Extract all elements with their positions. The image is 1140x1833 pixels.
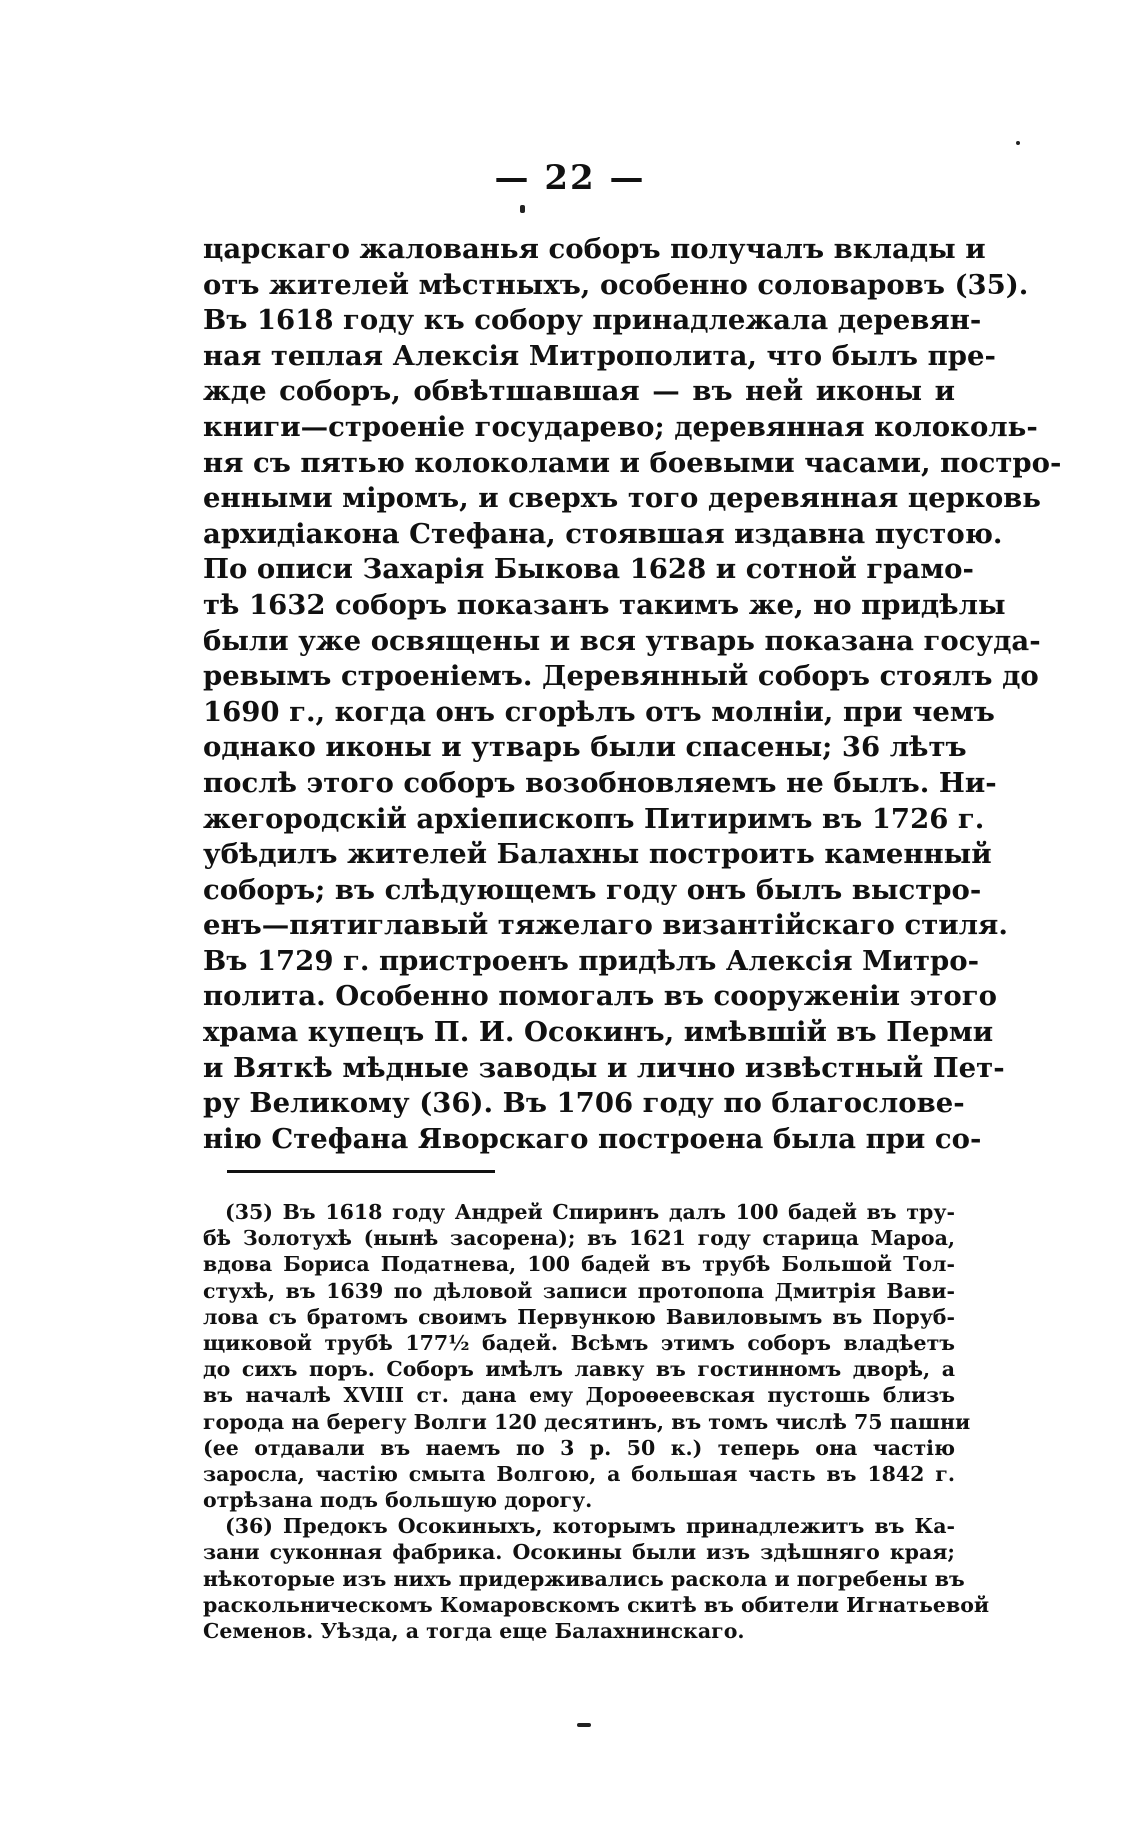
scan-speck <box>1016 141 1020 145</box>
text-line: и Вяткѣ мѣдные заводы и лично извѣстный Пет- <box>203 1051 1005 1084</box>
text-line: храма купецъ П. И. Осокинъ, имѣвшій въ Перми <box>203 1016 994 1049</box>
footnote-line: города на берегу Волги 120 десятинъ, въ томъ числѣ 75 пашни <box>203 1409 971 1434</box>
text-line: царскаго жалованья соборъ получалъ вклады и <box>203 233 986 265</box>
footnote-line: раскольническомъ Комаровскомъ скитѣ въ обители Игнатьевой <box>203 1592 990 1617</box>
footnote-line: лова съ братомъ своимъ Первункою Вавиловымъ въ Поруб- <box>203 1304 955 1329</box>
text-line: ная теплая Алексія Митрополита, что былъ пре- <box>203 339 996 372</box>
footnote-line: вдова Бориса Податнева, 100 бадей въ трубѣ Большой Тол- <box>203 1252 955 1277</box>
footnote-line: Семенов. Уѣзда, а тогда еще Балахнинскаго. <box>203 1619 745 1643</box>
footnotes <box>203 1199 990 1644</box>
main-text <box>203 232 1062 1157</box>
text-line: енъ—пятиглавый тяжелаго византійскаго стиля. <box>203 909 1008 942</box>
text-line: жегородскій архіепископъ Питиримъ въ 1726 г. <box>203 802 985 835</box>
text-line: ня съ пятью колоколами и боевыми часами, постро- <box>203 446 1062 479</box>
footnote-line: (36) Предокъ Осокиныхъ, которымъ принадлежитъ въ Ка- <box>225 1514 955 1539</box>
scan-speck <box>520 205 525 213</box>
text-line: отъ жителей мѣстныхъ, особенно соловаровъ (35). <box>203 268 1029 301</box>
text-line: ру Великому (36). Въ 1706 году по благослове- <box>203 1087 965 1120</box>
text-line: убѣдилъ жителей Балахны построить каменный <box>203 838 992 871</box>
text-line: По описи Захарія Быкова 1628 и сотной грамо- <box>203 553 974 586</box>
page-number: — 22 — <box>494 158 646 198</box>
text-line: архидіакона Стефана, стоявшая издавна пустою. <box>203 517 1003 550</box>
text-line: послѣ этого соборъ возобновляемъ не былъ. Ни- <box>203 766 997 799</box>
footnote-line: въ началѣ XVIII ст. дана ему Дороѳеевская пустошь близъ <box>203 1383 955 1408</box>
text-line: однако иконы и утварь были спасены; 36 лѣтъ <box>203 731 967 764</box>
footnote-line: до сихъ поръ. Соборъ имѣлъ лавку въ гостинномъ дворѣ, а <box>203 1357 955 1382</box>
footnote-line: зани суконная фабрика. Осокины были изъ здѣшняго края; <box>203 1540 955 1565</box>
text-line: книги—строеніе государево; деревянная колоколь- <box>203 410 1038 443</box>
text-line: полита. Особенно помогалъ въ сооруженіи этого <box>203 980 997 1013</box>
text-line: 1690 г., когда онъ сгорѣлъ отъ молніи, при чемъ <box>203 695 995 728</box>
footnote-line: (ее отдавали въ наемъ по 3 р. 50 к.) теперь она частію <box>203 1435 955 1460</box>
footnote-separator <box>227 1170 495 1173</box>
footnote-line: стухѣ, въ 1639 по дѣловой записи протопопа Дмитрія Вави- <box>203 1278 955 1303</box>
text-line: енными міромъ, и сверхъ того деревянная церковь <box>203 482 1041 515</box>
footnote-line: щиковой трубѣ 177½ бадей. Всѣмъ этимъ соборъ владѣетъ <box>203 1330 955 1355</box>
text-line: были уже освящены и вся утварь показана госуда- <box>203 624 1041 657</box>
text-line: Въ 1729 г. пристроенъ придѣлъ Алексія Митро- <box>203 944 979 977</box>
footnote-line: отрѣзана подъ большую дорогу. <box>203 1488 593 1513</box>
footnote-line: заросла, частію смыта Волгою, а большая часть въ 1842 г. <box>203 1461 955 1486</box>
text-line: ревымъ строеніемъ. Деревянный соборъ стоялъ до <box>203 660 1039 693</box>
text-line: соборъ; въ слѣдующемъ году онъ былъ выстро- <box>203 873 982 906</box>
footnote-line: бѣ Золотухѣ (нынѣ засорена); въ 1621 году старица Мароа, <box>203 1226 955 1251</box>
text-line: Въ 1618 году къ собору принадлежала деревян- <box>203 304 982 337</box>
text-line: нію Стефана Яворскаго построена была при со- <box>203 1122 982 1155</box>
text-line: тѣ 1632 соборъ показанъ такимъ же, но придѣлы <box>203 588 1006 621</box>
footnote-line: (35) Въ 1618 году Андрей Спиринъ далъ 100 бадей въ тру- <box>225 1200 955 1224</box>
scan-speck <box>577 1723 591 1727</box>
footnote-line: нѣкоторые изъ нихъ придерживались раскола и погребены въ <box>203 1566 965 1591</box>
text-line: жде соборъ, обвѣтшавшая — въ ней иконы и <box>203 375 955 408</box>
